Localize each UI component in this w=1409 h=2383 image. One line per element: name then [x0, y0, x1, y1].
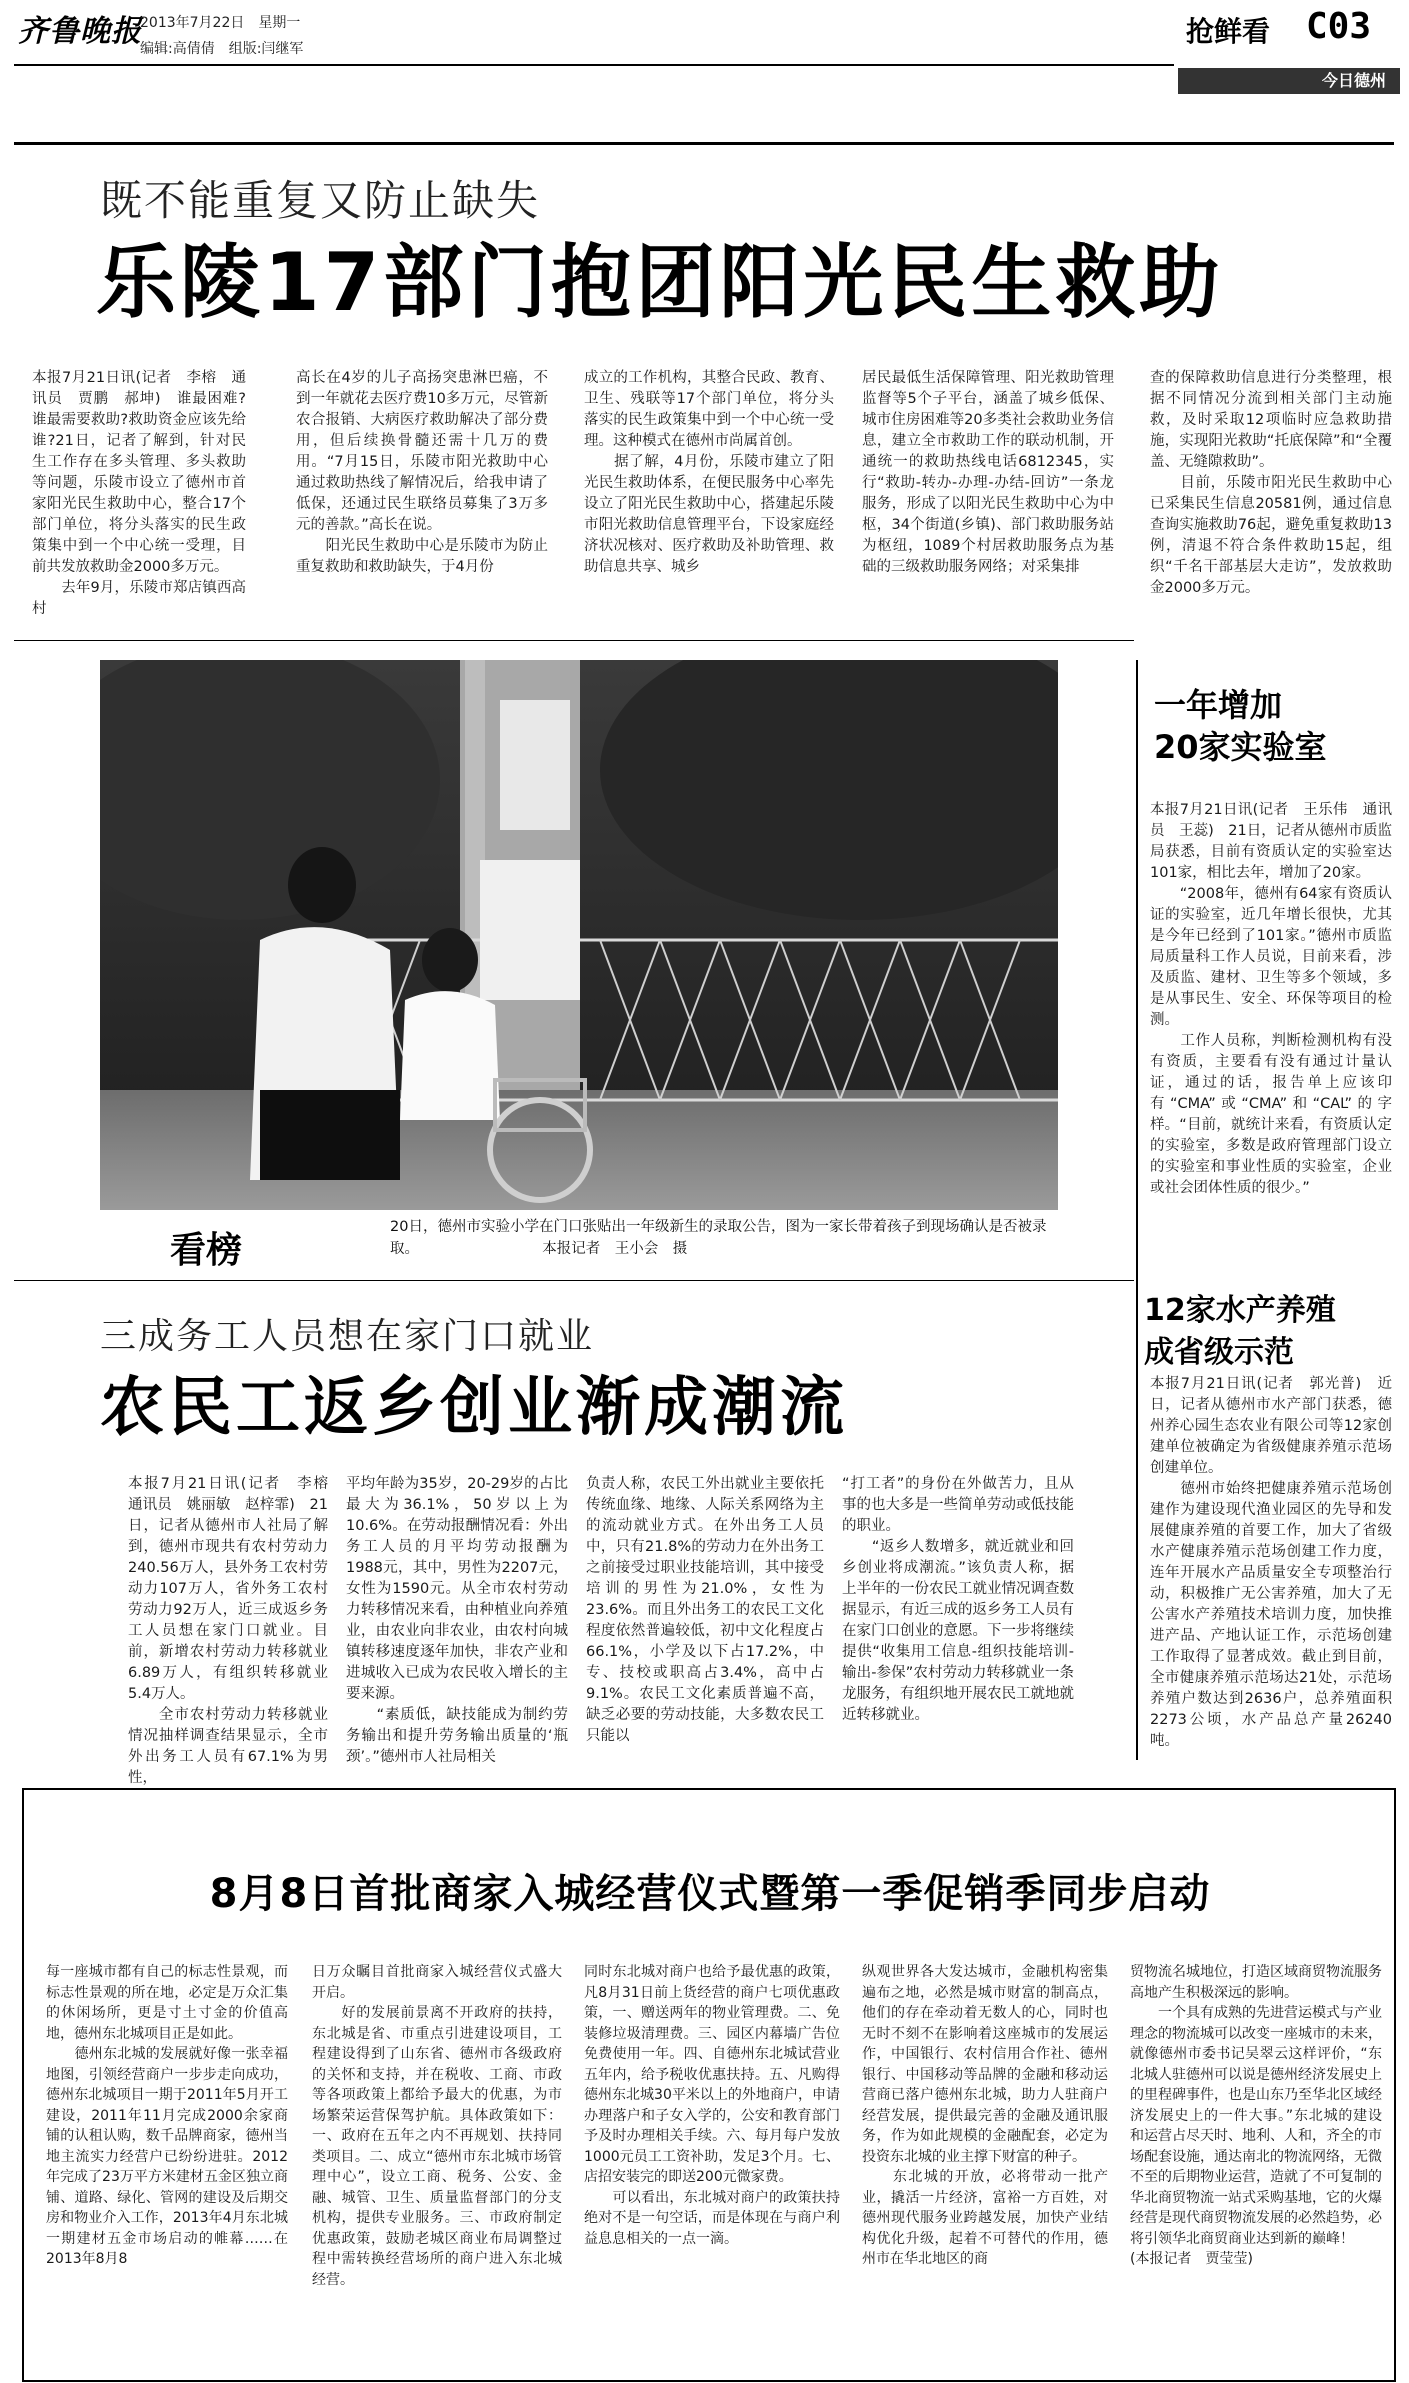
article3-col-2: 日万众瞩目首批商家入城经营仪式盛大开启。 好的发展前景离不开政府的扶持，东北城是省、市重点引进建设项目，工程建设得到了山东省、德州市各级政府的关怀和支持，并在税收、工商、市政等各项政策上都给予最大的优惠，为市场繁荣运营保驾护航。具体政策如下：一、政府在五年之内不再规划、扶持同类项目。二、成立“德州市东北城市场管理中心”，设立工商、税务、公安、金融、城管、卫生、质量监督部门的分支机构，提供专业服务。三、市政府制定优惠政策，鼓励老城区商业布局调整过程中需转换经营场所的商户进入东北城经营。: [312, 1964, 562, 2288]
sidebar-vertical-rule: [1136, 660, 1138, 1280]
article2-col-3: 负责人称，农民工外出就业主要依托传统血缘、地缘、人际关系网络为主的流动就业方式。在外出务工人员中，只有21.8%的劳动力在外出务工之前接受过职业技能培训，其中接受培训的男性为21.0%，女性为23.6%。而且外出务工的农民工文化程度依然普遍较低，初中文化程度占66.1%，小学及以下占17.2%，中专、技校或职高占3.4%，高中占9.1%。农民工文化素质普遍不高，缺乏必要的劳动技能，大多数农民工只能以: [586, 1476, 824, 1744]
photo-illustration: [100, 660, 1058, 1210]
article3-col-1: 每一座城市都有自己的标志性景观，而标志性景观的所在地，必定是万众汇集的休闲场所，更是寸土寸金的价值高地，德州东北城项目正是如此。 德州东北城的发展就好像一张幸福地图，引领经营商户一步步走向成功，德州东北城项目一期于2011年5月开工建设，2011年11月完成2000余家商铺的认租认购，数千品牌商家，德州当地主流实力经营户已纷纷进驻。2012年完成了23万平方米建材五金区独立商铺、道路、绿化、管网的建设及后期交房和物业介入工作，2013年4月东北城一期建材五金市场启动的帷幕……在2013年8月8: [46, 1964, 288, 2267]
article1-bottom-rule: [14, 640, 1134, 641]
news-photo: [100, 660, 1058, 1210]
sidebar1-body: 本报7月21日讯(记者 王乐伟 通讯员 王蕊) 21日，记者从德州市质监局获悉，目前有资质认定的实验室达101家，相比去年，增加了20家。 “2008年，德州有64家有资质认证的实验室，近几年增长很快，尤其是今年已经到了101家。”德州市质监局质量科工作人员说，目前来看，涉及质监、建材、卫生等多个领域，多是从事民生、安全、环保等项目的检测。 工作人员称，判断检测机构有没有资质，主要看有没有通过计量认证，通过的话，报告单上应该印有“CMA”或“CMA”和“CAL”的字样。“目前，就统计来看，有资质认定的实验室，多数是政府管理部门设立的实验室和事业性质的实验室，企业或社会团体性质的很少。”: [1150, 802, 1392, 1196]
sidebar2-body: 本报7月21日讯(记者 郭光普) 近日，记者从德州市水产部门获悉，德州养心园生态农业有限公司等12家创建单位被确定为省级健康养殖示范场创建单位。 德州市始终把健康养殖示范场创建作为建设现代渔业园区的先导和发展健康养殖的首要工作，加大了省级水产健康养殖示范场创建工作力度，连年开展水产品质量安全专项整治行动，积极推广无公害养殖，加大了无公害水产养殖技术培训力度，加快推进产品、产地认证工作，示范场创建工作取得了显著成效。截止到目前，全市健康养殖示范场达21处，示范场养殖户数达到2636户，总养殖面积2273公顷，水产品总产量26240吨。: [1150, 1376, 1392, 1749]
article3-col-5: 贸物流名城地位，打造区域商贸物流服务高地产生积极深远的影响。 一个具有成熟的先进营运模式与产业理念的物流城可以改变一座城市的未来，就像德州市委书记吴翠云这样评价，“东北城人驻德州可以说是德州经济发展史上的里程碑事件，也是山东乃至华北区域经济发展史上的一件大事。”东北城的建设和运营占尽天时、地利、人和，齐全的市场配套设施，通达南北的物流网络，无微不至的后期物业运营，造就了不可复制的华北商贸物流一站式采购基地，它的火爆经营是现代商贸物流发展的必然趋势，必将引领华北商贸商业达到新的巅峰！ (本报记者 贾莹莹): [1130, 1964, 1382, 2267]
article3-col-4: 纵观世界各大发达城市，金融机构密集遍布之地，必然是城市财富的制高点，他们的存在牵动着无数人的心，同时也无时不刻不在影响着这座城市的发展运作，中国银行、农村信用合作社、德州银行、中国移动等品牌的金融和移动运营商已落户德州东北城，助力人驻商户经营发展，提供最完善的金融及通讯服务，作为如此规模的金融配套，必定为投资东北城的业主撑下财富的种子。 东北城的开放，必将带动一批产业，撬活一片经济，富裕一方百姓，对德州现代服务业跨越发展，加快产业结构优化升级，起着不可替代的作用，德州市在华北地区的商: [862, 1964, 1108, 2267]
sidebar2-title: 12家水产养殖 成省级示范: [1144, 1293, 1336, 1370]
article1-col-4: 居民最低生活保障管理、阳光救助管理监督等5个子平台，涵盖了城乡低保、城市住房困难等20多类社会救助业务信息，建立全市救助工作的联动机制，开通统一的救助热线电话6812345，实行“救助-转办-办理-办结-回访”一条龙服务，形成了以阳光民生救助中心为中枢，34个街道(乡镇)、部门救助服务站为枢纽，1089个村居救助服务点为基础的三级救助服务网络；对采集排: [862, 370, 1114, 575]
article1-col-2: 高长在4岁的儿子高扬突患淋巴癌，不到一年就花去医疗费10多万元，尽管新农合报销、大病医疗救助解决了部分费用，但后续换骨髓还需十几万的费用。“7月15日，乐陵市阳光救助中心通过救助热线了解情况后，给我申请了低保，还通过民生联络员募集了3万多元的善款。”高长在说。 阳光民生救助中心是乐陵市为防止重复救助和救助缺失，于4月份: [296, 370, 548, 575]
article1-col-3: 成立的工作机构，其整合民政、教育、卫生、残联等17个部门单位，将分头落实的民生政策集中到一个中心统一受理。这种模式在德州市尚属首创。 据了解，4月份，乐陵市建立了阳光民生救助体系，在便民服务中心率先设立了阳光民生救助中心，搭建起乐陵市阳光救助信息管理平台，下设家庭经济状况核对、医疗救助及补助管理、救助信息共享、城乡: [584, 370, 834, 575]
article2-col-1: 本报7月21日讯(记者 李榕 通讯员 姚丽敏 赵梓霏) 21日，记者从德州市人社局了解到，德州市现共有农村劳动力240.56万人，县外务工农村劳动力107万人，省外务工农村劳动力92万人，近三成返乡务工人员想在家门口就业。目前，新增农村劳动力转移就业6.89万人，有组织转移就业5.4万人。 全市农村劳动力转移就业情况抽样调查结果显示，全市外出务工人员有67.1%为男性，: [128, 1476, 328, 1786]
sidebar1-title: 一年增加 20家实验室: [1154, 686, 1327, 766]
article3-col-3: 同时东北城对商户也给予最优惠的政策，凡8月31日前上货经营的商户七项优惠政策，一、赠送两年的物业管理费。二、免装修垃圾清理费。三、园区内幕墙广告位免费使用一年。四、自德州东北城试营业五年内，给予税收优惠扶持。五、凡购得德州东北城30平米以上的外地商户，申请办理落户和子女入学的，公安和教育部门予及时办理相关手续。六、每月每户发放1000元员工工资补助，发足3个月。七、店招安装完的即送200元微家费。 可以看出，东北城对商户的政策扶持绝对不是一句空话，而是体现在与商户利益息息相关的一点一滴。: [584, 1964, 840, 2247]
top-divider: [14, 142, 1394, 145]
article2-col-4: “打工者”的身份在外做苦力，且从事的也大多是一些简单劳动或低技能的职业。 “返乡人数增多，就近就业和回乡创业将成潮流。”该负责人称，据上半年的一份农民工就业情况调查数据显示，有近三成的返乡务工人员有在家门口创业的意愿。下一步将继续提供“收集用工信息-组织技能培训-输出-参保”农村劳动力转移就业一条龙服务，有组织地开展农民工就地就近转移就业。: [842, 1476, 1074, 1723]
sidebar2-vertical-rule: [1136, 1280, 1138, 1760]
photo-caption-area: [100, 1212, 1058, 1272]
header-rule: [14, 64, 1174, 66]
article1-headline: 乐陵17部门抱团阳光民生救助: [96, 236, 1224, 329]
editor-credits: 编辑:高倩倩 组版:闫继军: [140, 41, 304, 57]
photo-label: 看榜: [170, 1230, 243, 1271]
section-name: 抢鲜看: [1186, 15, 1271, 48]
section-header: [1178, 6, 1400, 90]
article2-col-2: 平均年龄为35岁，20-29岁的占比最大为36.1%，50岁以上为10.6%。在劳动报酬情况看：外出务工人员的月平均劳动报酬为1988元，其中，男性为2207元，女性为1590元。从全市农村劳动力转移情况来看，由种植业向养殖业，由农业向非农业，由农村向城镇转移速度逐年加快，非农产业和进城收入已成为农民收入增长的主要来源。 “素质低，缺技能成为制约劳务输出和提升劳务输出质量的‘瓶颈’。”德州市人社局相关: [346, 1476, 568, 1765]
article1-col-5: 查的保障救助信息进行分类整理，根据不同情况分流到相关部门主动施救，及时采取12项临时应急救助措施，实现阳光救助“托底保障”和“全覆盖、无缝隙救助”。 目前，乐陵市阳光民生救助中心已采集民生信息20581例，通过信息查询实施救助76起，避免重复救助13例，清退不符合条件救助15起，组织“千名干部基层大走访”，发放救助金2000多万元。: [1150, 370, 1392, 596]
photo-caption: 20日，德州市实验小学在门口张贴出一年级新生的录取公告，图为一家长带着孩子到现场确认是否被录取。 本报记者 王小会 摄: [390, 1219, 1047, 1257]
article1-col-1: 本报7月21日讯(记者 李榕 通讯员 贾鹏 郝坤) 谁最困难?谁最需要救助?救助资金应该先给谁?21日，记者了解到，针对民生工作存在多头管理、多头救助等问题，乐陵市设立了德州市首家阳光民生救助中心，整合17个部门单位，将分头落实的民生政策集中到一个中心统一受理，目前共发放救助金2000多万元。 去年9月，乐陵市郑店镇西高村: [32, 370, 246, 617]
issue-date: 2013年7月22日 星期一: [140, 15, 301, 31]
article2-top-rule: [14, 1280, 1134, 1281]
masthead: [0, 0, 1409, 90]
article2-headline: 农民工返乡创业渐成潮流: [100, 1371, 848, 1445]
article1-kicker: 既不能重复又防止缺失: [100, 176, 541, 225]
page-code: C03: [1306, 6, 1372, 47]
article2-kicker: 三成务工人员想在家门口就业: [100, 1316, 595, 1357]
section-subtitle: 今日德州: [1178, 68, 1400, 94]
newspaper-logo: 齐鲁晚报: [18, 14, 142, 49]
article3-headline: 8月8日首批商家入城经营仪式暨第一季促销季同步启动: [209, 1871, 1211, 1917]
